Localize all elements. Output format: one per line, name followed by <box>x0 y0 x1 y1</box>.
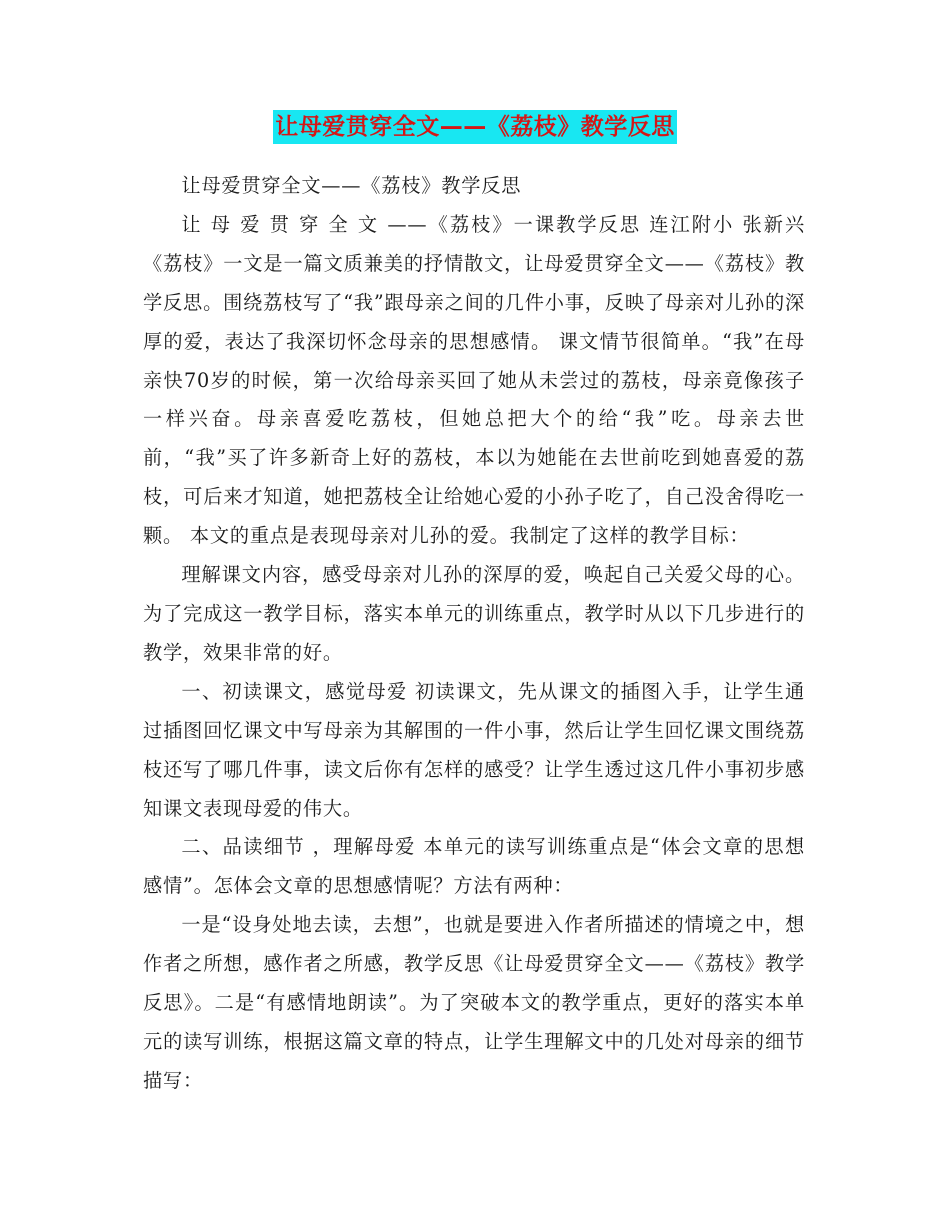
document-title: 让母爱贯穿全文——《荔枝》教学反思 <box>273 110 677 144</box>
document-body <box>143 167 805 1101</box>
paragraph-goal: 理解课文内容，感受母亲对儿孙的深厚的爱，唤起自己关爱父母的心。 为了完成这一教学目标，落实本单元的训练重点，教学时从以下几步进行的教学，效果非常的好。 <box>143 563 805 664</box>
paragraph-subtitle: 让母爱贯穿全文——《荔枝》教学反思 <box>181 174 522 197</box>
paragraph-step-two: 二、品读细节 ，理解母爱 本单元的读写训练重点是“体会文章的思想感情”。怎体会文章的思想感情呢？方法有两种： <box>143 835 805 898</box>
title-container <box>0 110 950 144</box>
paragraph-methods: 一是“设身处地去读，去想”，也就是要进入作者所描述的情境之中，想作者之所想，感作者之所感，教学反思《让母爱贯穿全文——《荔枝》教学反思》。二是“有感情地朗读”。为了突破本文的教学重点，更好的落实本单元的读写训练，根据这篇文章的特点，让学生理解文中的几处对母亲的细节描写： <box>143 913 805 1092</box>
paragraph-intro: 让 母 爱 贯 穿 全 文 ——《荔枝》一课教学反思 连江附小 张新兴 《荔枝》一文是一篇文质兼美的抒情散文，让母爱贯穿全文——《荔枝》教学反思。围绕荔枝写了“我”跟母亲之间的几件小事，反映了母亲对儿孙的深厚的爱，表达了我深切怀念母亲的思想感情。 课文情节很简单。“我”在母亲快70岁的时候，第一次给母亲买回了她从未尝过的荔枝，母亲竟像孩子一样兴奋。母亲喜爱吃荔枝，但她总把大个的给“我”吃。母亲去世前，“我”买了许多新奇上好的荔枝，本以为她能在去世前吃到她喜爱的荔枝，可后来才知道，她把荔枝全让给她心爱的小孙子吃了，自己没舍得吃一颗。 本文的重点是表现母亲对儿孙的爱。我制定了这样的教学目标： <box>143 212 805 548</box>
paragraph-step-one: 一、初读课文，感觉母爱 初读课文，先从课文的插图入手，让学生通过插图回忆课文中写母亲为其解围的一件小事，然后让学生回忆课文围绕荔枝还写了哪几件事，读文后你有怎样的感受？让学生透过这几件小事初步感知课文表现母爱的伟大。 <box>143 679 805 820</box>
